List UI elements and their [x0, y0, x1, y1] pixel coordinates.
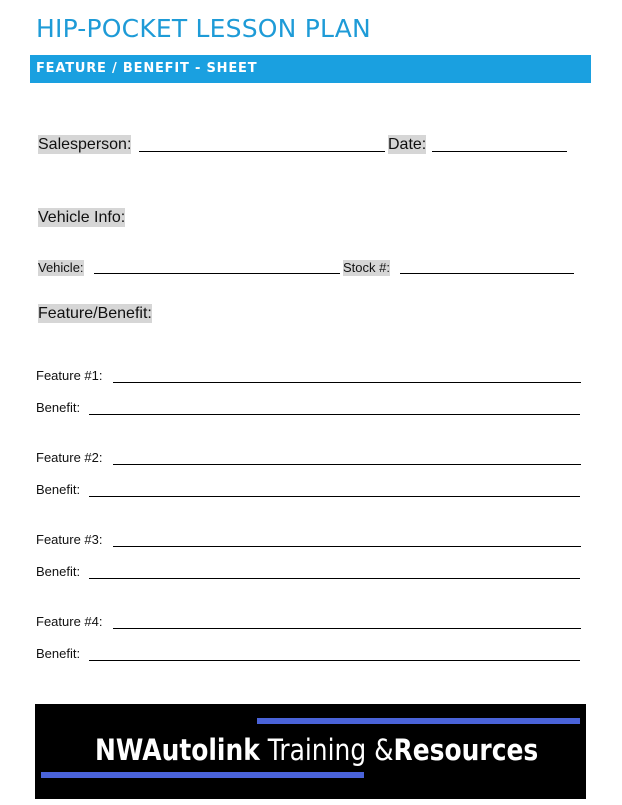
section-banner [30, 55, 591, 83]
feature-3-field[interactable] [113, 546, 581, 547]
feature-benefit-heading: Feature/Benefit: [38, 305, 152, 322]
vehicle-info-heading: Vehicle Info: [38, 209, 126, 226]
feature-3-label: Feature #3: [36, 532, 103, 547]
logo-wordmark [95, 730, 538, 770]
feature-1-field[interactable] [113, 382, 581, 383]
banner-text: FEATURE / BENEFIT - SHEET [36, 61, 258, 76]
logo-accent-bar-top [257, 718, 580, 724]
company-logo [35, 704, 586, 799]
stock-field[interactable] [400, 273, 574, 274]
benefit-2-field[interactable] [89, 496, 580, 497]
feature-4-field[interactable] [113, 628, 581, 629]
benefit-2-label: Benefit: [36, 482, 81, 497]
salesperson-label: Salesperson: [38, 136, 132, 153]
vehicle-label: Vehicle: [38, 260, 84, 275]
page-title: HIP-POCKET LESSON PLAN [36, 14, 371, 43]
date-field[interactable] [432, 151, 567, 152]
vehicle-field[interactable] [94, 273, 340, 274]
benefit-3-field[interactable] [89, 578, 580, 579]
benefit-3-label: Benefit: [36, 564, 81, 579]
salesperson-field[interactable] [139, 151, 385, 152]
date-label: Date: [388, 136, 427, 153]
feature-2-field[interactable] [113, 464, 581, 465]
stock-label: Stock #: [343, 260, 390, 275]
logo-accent-bar-bottom [41, 772, 364, 778]
logo-text-resources: Resources [393, 733, 539, 767]
benefit-4-label: Benefit: [36, 646, 81, 661]
logo-text-nwautolink: NWAutolink [95, 733, 260, 767]
feature-4-label: Feature #4: [36, 614, 103, 629]
benefit-1-field[interactable] [89, 414, 580, 415]
feature-2-label: Feature #2: [36, 450, 103, 465]
logo-text-training: Training & [259, 733, 394, 767]
benefit-1-label: Benefit: [36, 400, 81, 415]
feature-1-label: Feature #1: [36, 368, 103, 383]
benefit-4-field[interactable] [89, 660, 580, 661]
